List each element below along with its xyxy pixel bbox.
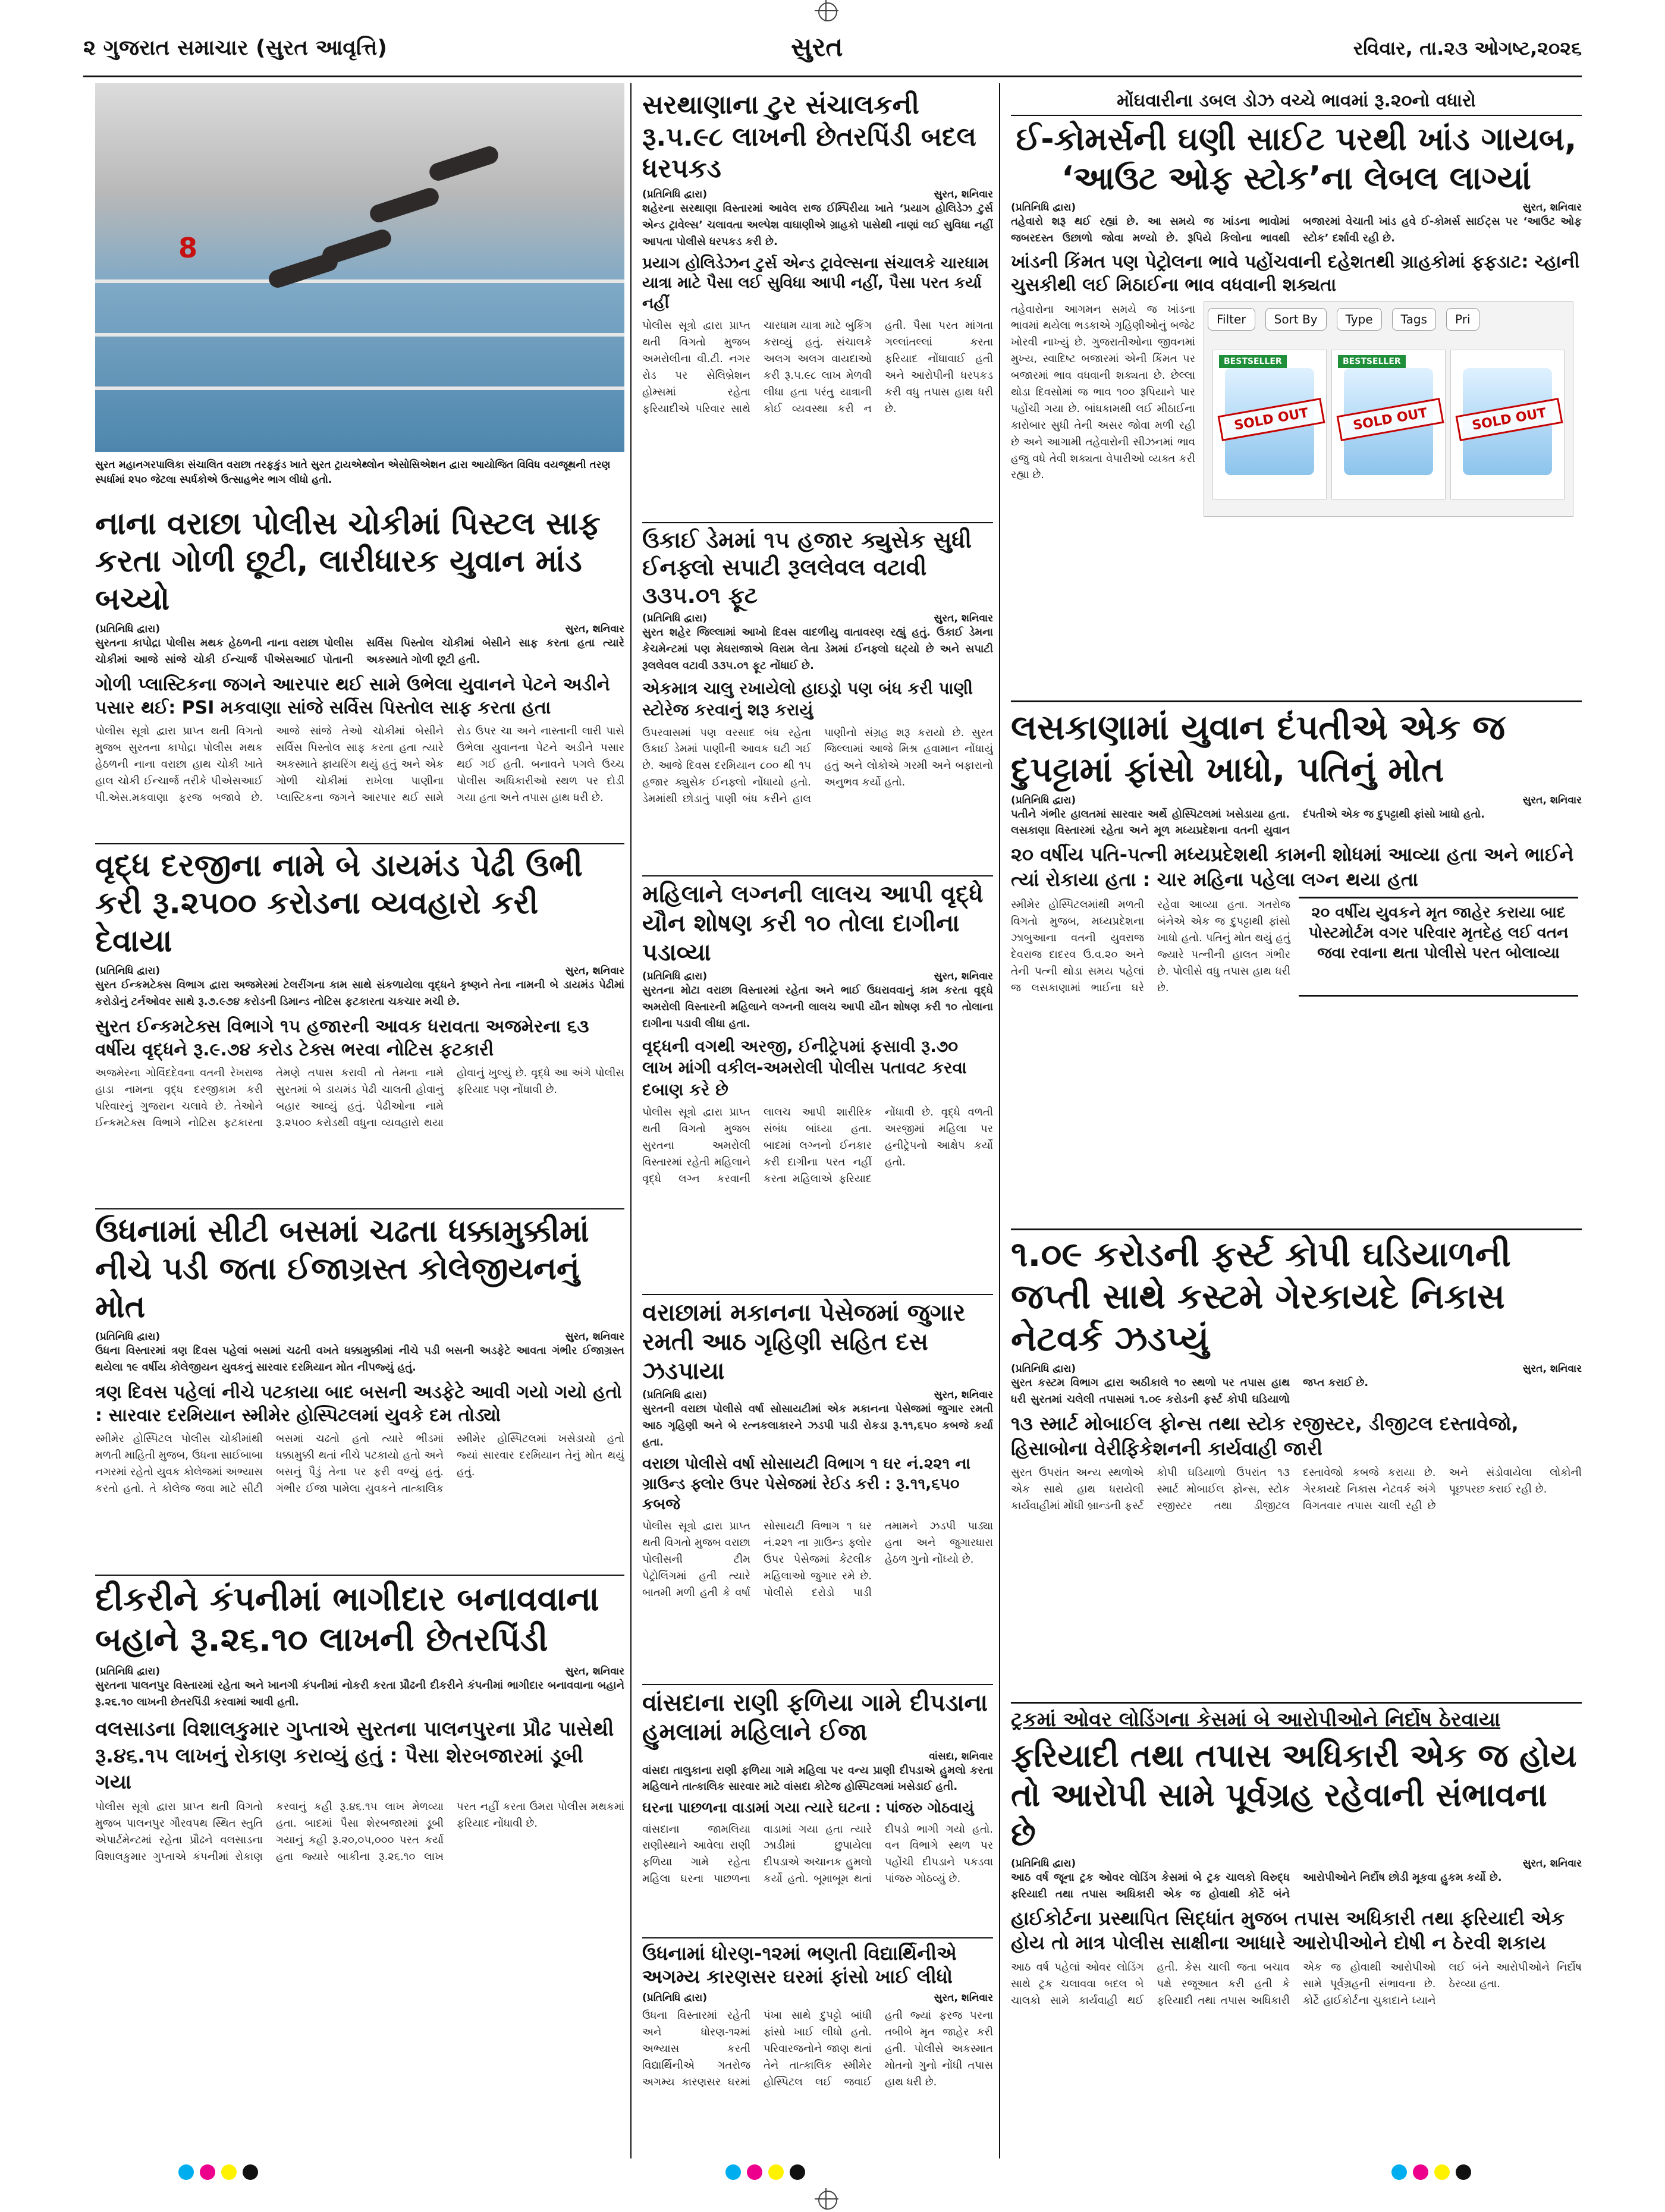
swimmer — [367, 186, 441, 225]
byline: (પ્રતિનિધિ દ્વારા) — [95, 1665, 161, 1677]
headline: ઉધનામાં ધોરણ-૧૨માં ભણતી વિદ્યાર્થિનીએ અગમ્ય કારણસર ઘરમાં ફાંસો ખાઈ લીધો — [642, 1942, 957, 1988]
masthead-section: સુરત — [791, 32, 843, 62]
dateline — [642, 1751, 993, 1762]
subhead: હાઈકોર્ટના પ્રસ્થાપિત સિદ્ધાંત મુજબ તપાસ અધિકારી તથા ફરિયાદી એક હોય તો માત્ર પોલીસ સાક્ષીના આધારે આરોપીઓને દોષી ન ઠેરવી શકાય — [1011, 1906, 1565, 1955]
body: સુરત ઉપરાંત અન્ય સ્થળોએ એક સાથે હાથ ધરાયેલી કાર્યવાહીમાં મોંઘી બ્રાન્ડની ફર્સ્ટ કોપી ઘડિયાળો ઉપરાંત ૧૩ સ્માર્ટ મોબાઈલ ફોન્સ, સ્ટોક રજીસ્ટર તથા ડીજીટલ દસ્તાવેજો કબજે કરાયા છે. ગેરકાયદે નિકાસ નેટવર્ક અંગે વિગતવાર તપાસ ચાલી રહી છે અને સંડોવાયેલા લોકોની પૂછપરછ કરાઈ રહી છે. — [1011, 1466, 1582, 1512]
divider — [95, 1575, 624, 1576]
headline: ૧.૦૯ કરોડની ફર્સ્ટ કોપી ઘડિયાળની જપ્તી સાથે કસ્ટમે ગેરકાયદે નિકાસ નેટવર્ક ઝડપ્યું — [1011, 1234, 1511, 1359]
body: આઠ વર્ષ પહેલાં ઓવર લોડિંગ સાથે ટ્રક ચલાવવા બદલ બે ચાલકો સામે કાર્યવાહી થઈ હતી. કેસ ચાલી જતા બચાવ પક્ષે રજૂઆત કરી હતી કે ફરિયાદી તથા તપાસ અધિકારી એક જ હોવાથી આરોપીઓ સામે પૂર્વગ્રહની સંભાવના છે. કોર્ટે હાઈકોર્ટના ચુકાદાને ધ્યાને લઈ બંને આરોપીઓને નિર્દોષ ઠેરવ્યા હતા. — [1011, 1960, 1582, 2007]
article-customs-watches — [1011, 1233, 1582, 1697]
lead: સુરતના કાપોદ્રા પોલીસ મથક હેઠળની નાના વરાછા પોલીસ ચોકીમાં આજે સાંજે ચોકી ઈન્ચાર્જ પીએસઆઈ પોતાની સર્વિસ પિસ્તોલ ચોકીમાં બેસીને સાફ કરતા હતા ત્યારે અકસ્માતે ગોળી છૂટી હતી. — [95, 637, 624, 667]
article-pistol-misfire — [95, 505, 624, 838]
byline: (પ્રતિનિધિ દ્વારા) — [642, 188, 708, 201]
body: પોલીસ સૂત્રો દ્વારા પ્રાપ્ત થતી વિગતો મુજબ વરાછા પોલીસની ટીમ પેટ્રોલિંગમાં હતી ત્યારે બાતમી મળી હતી કે વર્ષા સોસાયટી વિભાગ ૧ ઘર નં.૨૨૧ ના ગ્રાઉન્ડ ફ્લોર ઉપર પેસેજમાં કેટલીક મહિલાઓ જુગાર રમે છે. પોલીસે દરોડો પાડી તમામને ઝડપી પાડ્યા હતા અને જુગારધારા હેઠળ ગુનો નોંધ્યો છે. — [642, 1520, 993, 1600]
article-marriage-fraud — [642, 880, 993, 1290]
lead: આઠ વર્ષ જૂના ટ્રક ઓવર લોડિંગ કેસમાં બે ટ્રક ચાલકો વિરુદ્ધ ફરિયાદી તથા તપાસ અધિકારી એક જ હોવાથી કોર્ટે બંને આરોપીઓને નિર્દોષ છોડી મૂકવા હુકમ કર્યો છે. — [1011, 1871, 1502, 1900]
lead: શહેરના સરથાણા વિસ્તારમાં આવેલ રાજ ઈમ્પિરીયા ખાતે ‘પ્રયાગ હોલિડેઝ ટુર્સ એન્ડ ટ્રાવેલ્સ’ ચલાવતા અલ્પેશ વાઘાણીએ ગ્રાહકો પાસેથી નાણાં લઈ સુવિધા નહીં આપતા પોલીસે ધરપકડ કરી છે. — [642, 202, 993, 248]
lead: સુરતના પાલનપુર વિસ્તારમાં રહેતા અને ખાનગી કંપનીમાં નોકરી કરતા પ્રૌઢની દીકરીને કંપનીમાં ભાગીદાર બનાવવાના બહાને રૂ.૨૬.૧૦ લાખની છેતરપિંડી કરવામાં આવી હતી. — [95, 1679, 624, 1708]
registration-mark-bottom — [797, 2188, 856, 2212]
headline: નાના વરાછા પોલીસ ચોકીમાં પિસ્ટલ સાફ કરતા ગોળી છૂટી, લારીધારક યુવાન માંડ બચ્યો — [95, 506, 601, 617]
headline: વૃદ્ધ દરજીના નામે બે ડાયમંડ પેઢી ઉભી કરી રૂ.૨૫૦૦ કરોડના વ્યવહારો કરી દેવાયા — [95, 848, 583, 959]
kicker: મોંઘવારીના ડબલ ડોઝ વચ્ચે ભાવમાં રૂ.૨૦નો વધારો — [1011, 89, 1582, 116]
swimmer — [427, 144, 500, 183]
divider — [642, 522, 993, 523]
yellow-swatch — [221, 2164, 237, 2180]
sold-out-stamp: SOLD OUT — [1337, 398, 1444, 441]
divider — [642, 875, 993, 876]
place: સુરત, શનિવાર — [565, 1331, 624, 1343]
headline: ફરિયાદી તથા તપાસ અધિકારી એક જ હોય તો આરોપી સામે પૂર્વગ્રહ રહેવાની સંભાવના છે — [1011, 1737, 1577, 1853]
column-rule — [999, 83, 1000, 2158]
subhead: વરાછા પોલીસે વર્ષા સોસાયટી વિભાગ ૧ ઘર નં.૨૨૧ ના ગ્રાઉન્ડ ફ્લોર ઉપર પેસેજમાં રેઈડ કરી : રૂ.૧૧,૬૫૦ કબજે — [642, 1455, 971, 1513]
subhead: વલસાડના વિશાલકુમાર ગુપ્તાએ સુરતના પાલનપુરના પ્રૌઢ પાસેથી રૂ.૪૬.૧૫ લાખનું રોકાણ કરાવ્યું હતું : પૈસા શેરબજારમાં ડૂબી ગયા — [95, 1717, 614, 1794]
headline: દીકરીને કંપનીમાં ભાગીદાર બનાવવાના બહાને રૂ.૨૬.૧૦ લાખની છેતરપિંડી — [95, 1580, 599, 1660]
dateline — [642, 1992, 993, 2004]
place: વાંસદા, શનિવાર — [929, 1750, 993, 1762]
dateline — [642, 1389, 993, 1401]
headline: લસકાણામાં યુવાન દંપતીએ એક જ દુપટ્ટામાં ફાંસો ખાધો, પતિનું મોત — [1011, 707, 1506, 790]
place: સુરત, શનિવાર — [934, 970, 993, 983]
lead: પતીને ગંભીર હાલતમાં સારવાર અર્થે હોસ્પિટલમાં ખસેડાયા હતા. લસકાણા વિસ્તારમાં રહેતા અને મૂળ મધ્યપ્રદેશના વતની યુવાન દંપતીએ એક જ દુપટ્ટાથી ફાંસો ખાધો હતો. — [1011, 807, 1485, 837]
masthead — [83, 24, 1582, 77]
tags-chip[interactable]: Tags — [1392, 308, 1436, 331]
article-tour-operator-fraud — [642, 89, 993, 517]
byline: (પ્રતિનિધિ દ્વારા) — [95, 965, 161, 978]
lead: સુરત ઈન્કમટેક્સ વિભાગ દ્વારા અજમેરમાં ટેલરીંગના કામ સાથે સંકળાયેલા વૃદ્ધને કૃષ્ણને તેના નામની બે ડાયમંડ પેઢીમાં કરોડોનું ટર્નઓવર સાથે રૂ.૭.૯૭૪ કરોડની ડિમાન્ડ નોટિસ ફટકારતા ચકચાર મચી છે. — [95, 979, 624, 1008]
price-chip[interactable]: Pri — [1446, 308, 1479, 331]
body: ઉપરવાસમાં પણ વરસાદ બંધ રહેતા ઉકાઈ ડેમમાં પાણીની આવક ઘટી ગઈ છે. આજે દિવસ દરમિયાન ૮૦૦ થી ૧૫ હજાર ક્યુસેક ઈનફ્લો નોંધાયો હતો. ડેમમાંથી છોડાતું પાણી બંધ કરીને હાલ પાણીનો સંગ્રહ શરૂ કરાયો છે. સુરત જિલ્લામાં આજે મિશ્ર હવામાન નોંધાયું હતું અને લોકોએ ગરમી અને બફારાનો અનુભવ કર્યો હતો. — [642, 726, 993, 806]
filter-chip[interactable]: Filter — [1208, 308, 1255, 331]
body: સ્મીમેર હોસ્પિટલમાંથી મળતી વિગતો મુજબ, મધ્યપ્રદેશના ઝાબુઆના વતની યુવરાજ દેવરાજ દાદરવ ઉ.વ.૨૦ અને તેની પત્ની થોડા સમય પહેલાં જ લસકાણામાં ભાઈના ઘરે રહેવા આવ્યા હતા. ગતરોજ બંનેએ એક જ દુપટ્ટાથી ફાંસો ખાધો હતો. પતિનું મોત થયું હતું જ્યારે પત્નીની હાલત ગંભીર છે. પોલીસે વધુ તપાસ હાથ ધરી છે. — [1011, 898, 1290, 994]
photo-caption: સુરત મહાનગરપાલિકા સંચાલિત વરાછા તરફકુંડ ખાતે સુરત ટ્રાયએથ્લોન એસોસિએશન દ્વારા આયોજિત વિવિધ વયજૂથની તરણ સ્પર્ધામાં ૨૫૦ જેટલા સ્પર્ધકોએ ઉત્સાહભેર ભાગ લીધો હતો. — [95, 459, 611, 486]
cyan-swatch — [178, 2164, 194, 2180]
cyan-swatch — [1391, 2164, 1407, 2180]
byline: (પ્રતિનિધિ દ્વારા) — [642, 612, 708, 625]
highlight-box: ૨૦ વર્ષીય યુવકને મૃત જાહેર કરાયા બાદ પોસ્ટમોર્ટમ વગર પરિવાર મૃતદેહ લઈ વતન જવા રવાના થતા પોલીસે પરત બોલાવ્યા — [1299, 897, 1578, 996]
sold-out-stamp: SOLD OUT — [1456, 398, 1563, 441]
magenta-swatch — [1413, 2164, 1428, 2180]
lead: તહેવારો શરૂ થઈ રહ્યાં છે. આ સમયે જ ખાંડના ભાવોમાં જબરદસ્ત ઉછાળો જોવા મળ્યો છે. રૂપિયે કિલોના ભાવથી બજારમાં વેચાતી ખાંડ હવે ઈ-કોમર્સ સાઈટ્સ પર ‘આઉટ ઓફ સ્ટોક’ દર્શાવી રહી છે. — [1011, 215, 1582, 244]
magenta-swatch — [747, 2164, 762, 2180]
divider — [642, 1294, 993, 1295]
headline: વાંસદાના રાણી ફળિયા ગામે દીપડાના હુમલામાં મહિલાને ઈજા — [642, 1689, 988, 1746]
dateline — [1011, 202, 1582, 213]
divider — [642, 1937, 993, 1938]
byline: (પ્રતિનિધિ દ્વારા) — [95, 1331, 161, 1343]
place: સુરત, શનિવાર — [934, 1389, 993, 1402]
byline: (પ્રતિનિધિ દ્વારા) — [642, 1992, 708, 2004]
body: તહેવારોના આગમન સમયે જ ખાંડના ભાવમાં થયેલા ભડકાએ ગૃહિણીઓનું બજેટ ખોરવી નાખ્યું છે. ગુજરાતીઓના જીવનમાં મુખ્ય, સ્વાદિષ્ટ બજારમાં એની કિંમત પર બજારમાં ભાવ વધવાની શક્યતા છે. છેલ્લા થોડા દિવસોમાં જ ભાવ ૧૦૦ રૂપિયાને પાર પહોંચી ગયા છે. બાંધકામથી લઈ મીઠાઈના કારોબાર સુધી તેની અસર જોવા મળી રહી છે અને આગામી તહેવારોની સીઝનમાં ભાવ હજુ વધે તેવી શક્યતા વેપારીઓ વ્યક્ત કરી રહ્યા છે. — [1011, 303, 1195, 482]
pool-lane — [95, 333, 624, 337]
lead: સુરતના મોટા વરાછા વિસ્તારમાં રહેતા અને ભાઈ ઉધરાવવાનું કામ કરતા વૃદ્ધે અમરોલી વિસ્તારની મહિલાને લગ્નની લાલચ આપી યૌન શોષણ કરી ૧૦ તોલાના દાગીના પડાવી લીધા હતા. — [642, 984, 993, 1030]
divider — [1011, 1228, 1582, 1230]
byline: (પ્રતિનિધિ દ્વારા) — [1011, 1857, 1076, 1869]
body: પોલીસ સૂત્રો દ્વારા પ્રાપ્ત થતી વિગતો મુજબ પાલનપુર ગૌરવપથ સ્થિત સ્તુતિ એપાર્ટમેન્ટમાં રહેતા પ્રૌઢને વલસાડના વિશાલકુમાર ગુપ્તાએ કંપનીમાં રોકાણ કરવાનું કહી રૂ.૪૬.૧૫ લાખ મેળવ્યા હતા. બાદમાં પૈસા શેરબજારમાં ડૂબી ગયાનું કહી રૂ.૨૦,૦૫,૦૦૦ પરત કર્યા હતા જ્યારે બાકીના રૂ.૨૬.૧૦ લાખ પરત નહીં કરતા ઉમરા પોલીસ મથકમાં ફરિયાદ નોંધાવી છે. — [95, 1800, 624, 1863]
body: પોલીસ સૂત્રો દ્વારા પ્રાપ્ત થતી વિગતો મુજબ સુરતના અમરોલી વિસ્તારમાં રહેતી મહિલાને વૃદ્ધે લગ્ન કરવાની લાલચ આપી શારીરિક સંબંધ બાંધ્યા હતા. બાદમાં લગ્નનો ઈનકાર કરી દાગીના પરત નહીં કરતા મહિલાએ ફરિયાદ નોંધાવી છે. વૃદ્ધે વળતી અરજીમાં મહિલા પર હનીટ્રેપનો આક્ષેપ કર્યો હતો. — [642, 1106, 993, 1185]
pool-lane — [95, 387, 624, 390]
bestseller-badge: BESTSELLER — [1219, 355, 1287, 368]
article-gambling-raid — [642, 1299, 993, 1679]
bestseller-badge: BESTSELLER — [1338, 355, 1406, 368]
body: પોલીસ સૂત્રો દ્વારા પ્રાપ્ત થતી વિગતો મુજબ સુરતના કાપોદ્રા પોલીસ મથક હેઠળની નાના વરાછા હાથ ચોકી ખાતે હાલ ચોકી ઈન્ચાર્જ તરીકે પીએસઆઈ પી.એસ.મકવાણા ફરજ બજાવે છે. આજે સાંજે તેઓ ચોકીમાં બેસીને સર્વિસ પિસ્તોલ સાફ કરતા હતા ત્યારે અકસ્માતે ફાયરિંગ થયું હતું અને એક ગોળી ચોકીમાં રાખેલા પાણીના પ્લાસ્ટિકના જગને આરપાર થઈ સામે રોડ ઉપર ચા અને નાસ્તાની લારી પાસે ઉભેલા યુવાનના પેટને અડીને પસાર થઈ ગઈ હતી. બનાવને પગલે ઉચ્ચ પોલીસ અધિકારીઓ સ્થળ પર દોડી ગયા હતા અને તપાસ હાથ ધરી છે. — [95, 725, 624, 804]
masthead-date: રવિવાર, તા.૨૩ ઓગષ્ટ,૨૦૨૬ — [1353, 37, 1582, 59]
place: સુરત, શનિવાર — [934, 612, 993, 625]
article-sugar-out-of-stock — [1011, 89, 1582, 696]
subhead: ઘરના પાછળના વાડામાં ગયા ત્યારે ઘટના : પાંજરુ ગોઠવાયું — [642, 1799, 974, 1817]
lead: ઉધના વિસ્તારમાં ત્રણ દિવસ પહેલાં બસમાં ચઢતી વખતે ધક્કામુક્કીમાં નીચે પડી બસની અડફેટે આવતા ગંભીર ઈજાગ્રસ્ત થયેલા ૧૯ વર્ષીય કોલેજીયન યુવકનું સારવાર દરમિયાન મોત નીપજ્યું હતું. — [95, 1344, 624, 1374]
subhead: પ્રયાગ હોલિડેઝન ટુર્સ એન્ડ ટ્રાવેલ્સના સંચાલકે ચારધામ યાત્રા માટે પૈસા લઈ સુવિધા આપી નહીં, પૈસા પરત કર્યા નહીં — [642, 254, 989, 313]
kicker: ટ્રકમાં ઓવર લોડિંગના કેસમાં બે આરોપીઓને નિર્દોષ ઠેરવાયા — [1011, 1708, 1501, 1732]
cyan-swatch — [725, 2164, 741, 2180]
headline: સરથાણાના ટુર સંચાલકની રૂ.૫.૯૮ લાખની છેતરપિંડી બદલ ધરપકડ — [642, 90, 976, 184]
lead: સુરત કસ્ટમ વિભાગ દ્વારા અઠીકાલે ૧૦ સ્થળો પર તપાસ હાથ ધરી સુરતમાં ચલેલી તપાસમાં ૧.૦૯ કરોડની ફર્સ્ટ કોપી ઘડિયાળો જપ્ત કરાઈ છે. — [1011, 1377, 1369, 1406]
article-leopard-attack — [642, 1689, 993, 1933]
place: સુરત, શનિવાર — [565, 1665, 624, 1677]
body: અજમેરના ગોવિંદદેવના વતની રેખરાજ હાડા નામના વૃદ્ધ દરજીકામ કરી પરિવારનું ગુજરાન ચલાવે છે. તેઓને ઈન્કમટેક્સ વિભાગે નોટિસ ફટકારતા તેમણે તપાસ કરાવી તો તેમના નામે સુરતમાં બે ડાયમંડ પેઢી ચાલતી હોવાનું બહાર આવ્યું હતું. પેઢીઓના નામે રૂ.૨૫૦૦ કરોડથી વધુના વ્યવહારો થયા હોવાનું ખુલ્યું છે. વૃદ્ધે આ અંગે પોલીસ ફરિયાદ પણ નોંધાવી છે. — [95, 1067, 624, 1129]
byline: (પ્રતિનિધિ દ્વારા) — [1011, 1363, 1076, 1375]
place: સુરત, શનિવાર — [1522, 1363, 1582, 1375]
headline: વરાછામાં મકાનના પેસેજમાં જુગાર રમતી આઠ ગૃહિણી સહિત દસ ઝડપાયા — [642, 1299, 966, 1385]
divider — [95, 843, 624, 844]
product-card[interactable] — [1331, 350, 1446, 499]
dateline — [95, 1666, 624, 1677]
place: સુરત, શનિવાર — [1522, 201, 1582, 213]
yellow-swatch — [1434, 2164, 1450, 2180]
dateline — [95, 965, 624, 977]
product-card[interactable] — [1212, 350, 1327, 499]
yellow-swatch — [768, 2164, 784, 2180]
article-overloading-acquittal — [1011, 1707, 1582, 2158]
subhead: વૃદ્ધની વગથી અરજી, ઈનીટ્રેપમાં ફસાવી રૂ.૭૦ લાખ માંગી વકીલ-અમરોલી પોલીસ પતાવટ કરવા દબાણ કરે છે — [642, 1036, 967, 1099]
headline: ઉધનામાં સીટી બસમાં ચઢતા ધક્કામુક્કીમાં નીચે પડી જતા ઈજાગ્રસ્ત કોલેજીયનનું મોત — [95, 1214, 589, 1325]
sugar-body-row — [1011, 301, 1582, 517]
byline: (પ્રતિનિધિ દ્વારા) — [1011, 201, 1076, 213]
black-swatch — [1456, 2164, 1471, 2180]
subhead: ૧૩ સ્માર્ટ મોબાઈલ ફોન્સ તથા સ્ટોક રજીસ્ટર, ડીજીટલ દસ્તાવેજો, હિસાબોના વેરીફિકેશનની કાર્યવાહી જારી — [1011, 1412, 1519, 1460]
place: સુરત, શનિવાર — [565, 623, 624, 636]
print-color-bar — [83, 2164, 1582, 2182]
article-partner-fraud — [95, 1579, 624, 2156]
headline: ઉકાઈ ડેમમાં ૧૫ હજાર ક્યુસેક સુધી ઈનફ્લો સપાટી રૂલલેવલ વટાવી ૩૩૫.૦૧ ફૂટ — [642, 527, 972, 608]
product-card[interactable] — [1450, 350, 1565, 499]
sort-chip[interactable]: Sort By — [1265, 308, 1327, 331]
subhead: ત્રણ દિવસ પહેલાં નીચે પટકાયા બાદ બસની અડફેટે આવી ગયો ગયો હતો : સારવાર દરમિયાન સ્મીમેર હોસ્પિટલમાં યુવકે દમ તોડ્યો — [95, 1382, 622, 1427]
article-couple-hanging — [1011, 706, 1582, 1224]
divider — [95, 1208, 624, 1209]
sold-out-stamp: SOLD OUT — [1218, 398, 1325, 441]
filter-chip-bar — [1204, 302, 1573, 337]
lead: વાંસદા તાલુકાના રાણી ફળિયા ગામે મહિલા પર વન્ય પ્રાણી દીપડાએ હુમલો કરતા મહિલાને તાત્કાલિક સારવાર માટે વાંસદા કોટેજ હોસ્પિટલમાં ખસેડાઈ હતી. — [642, 1764, 993, 1793]
dateline — [642, 188, 993, 200]
body: પોલીસ સૂત્રો દ્વારા પ્રાપ્ત થતી વિગતો મુજબ અમરોલીના વી.ટી. નગર રોડ પર સેલિબ્રેશન હોમ્સમાં રહેતા ફરિયાદીએ પરિવાર સાથે ચારધામ યાત્રા માટે બુકિંગ કરાવ્યું હતું. સંચાલકે અલગ અલગ વાયદાઓ કરી રૂ.૫.૯૮ લાખ મેળવી લીધા હતા પરંતુ યાત્રાની કોઈ વ્યવસ્થા કરી ન હતી. પૈસા પરત માંગતા ગલ્લાંતલ્લાં કરતા ફરિયાદ નોંધાવાઈ હતી અને આરોપીની ધરપકડ કરી વધુ તપાસ હાથ ધરી છે. — [642, 319, 993, 415]
place: સુરત, શનિવાર — [934, 1992, 993, 2004]
masthead-publication: ૨ ગુજરાત સમાચાર (સુરત આવૃત્તિ) — [83, 36, 387, 60]
dateline — [1011, 794, 1582, 806]
dateline — [1011, 1858, 1582, 1869]
divider — [1011, 700, 1582, 702]
byline: (પ્રતિનિધિ દ્વારા) — [642, 1389, 708, 1402]
body: વાંસદાના જામલિયા રાણીસ્થાને આવેલા રાણી ફળિયા ગામે રહેતા મહિલા ઘરના પાછળના વાડામાં ગયા હતા ત્યારે ઝાડીમાં છુપાયેલા દીપડાએ અચાનક હુમલો કર્યો હતો. બૂમાબૂમ થતાં દીપડો ભાગી ગયો હતો. વન વિભાગે સ્થળ પર પહોંચી દીપડાને પકડવા પાંજરુ ગોઠવ્યું છે. — [642, 1823, 993, 1886]
subhead: ગોળી પ્લાસ્ટિકના જગને આરપાર થઈ સામે ઉભેલા યુવાનને પેટને અડીને પસાર થઈ: PSI મકવાણા સાંજે સર્વિસ પિસ્તોલ સાફ કરતા હતા — [95, 674, 610, 719]
headline: ઈ-કોમર્સની ઘણી સાઈટ પરથી ખાંડ ગાયબ, ‘આઉટ ઓફ સ્ટોક’ના લેબલ લાગ્યાં — [1016, 120, 1577, 197]
subhead: ખાંડની કિંમત પણ પેટ્રોલના ભાવે પહોંચવાની દહેશતથી ગ્રાહકોમાં ફફડાટ: ચ્હાની ચુસકીથી લઈ મિઠાઈના ભાવ વધવાની શક્યતા — [1011, 251, 1580, 296]
divider — [1011, 1702, 1582, 1704]
article-diamond-firm-fraud — [95, 847, 624, 1204]
body: સ્મીમેર હોસ્પિટલ પોલીસ ચોકીમાંથી મળતી માહિતી મુજબ, ઉધના સાઈબાબા નગરમાં રહેતો યુવક કોલેજમાં અભ્યાસ કરતો હતો. તે કોલેજ જવા માટે સીટી બસમાં ચઢતો હતો ત્યારે ભીડમાં ધક્કામુક્કી થતાં નીચે પટકાયો હતો અને બસનું પૈડું તેના પર ફરી વળ્યું હતું. ગંભીર ઈજા પામેલા યુવકને તાત્કાલિક સ્મીમેર હોસ્પિટલમાં ખસેડાયો હતો જ્યાં સારવાર દરમિયાન તેનું મોત થયું હતું. — [95, 1432, 624, 1495]
body: ઉધના વિસ્તારમાં રહેતી અને ધોરણ-૧૨માં અભ્યાસ કરતી વિદ્યાર્થિનીએ ગતરોજ અગમ્ય કારણસર ઘરમાં પંખા સાથે દુપટ્ટો બાંધી ફાંસો ખાઈ લીધો હતો. પરિવારજનોને જાણ થતાં તેને તાત્કાલિક સ્મીમેર હોસ્પિટલ લઈ જવાઈ હતી જ્યાં ફરજ પરના તબીબે મૃત જાહેર કરી હતી. પોલીસે અકસ્માત મોતનો ગુનો નોંધી તપાસ હાથ ધરી છે. — [642, 2009, 993, 2088]
subhead: એકમાત્ર ચાલુ રખાયેલો હાઇડ્રો પણ બંધ કરી પાણી સ્ટોરેજ કરવાનું શરૂ કરાયું — [642, 678, 973, 720]
article-citybus-death — [95, 1213, 624, 1570]
lead: સુરત શહેર જિલ્લામાં આખો દિવસ વાદળીયુ વાતાવરણ રહ્યું હતું. ઉકાઈ ડેમના કેચમેન્ટમાં પણ મેઘરાજાએ વિરામ લેતા ડેમમાં ઈનફ્લો ઘટ્યો છે અને સપાટી રૂલલેવલ વટાવી ૩૩૫.૦૧ ફૂટ નોંધાઈ છે. — [642, 626, 993, 672]
byline: (પ્રતિનિધિ દ્વારા) — [95, 623, 161, 636]
pool-lane — [95, 279, 624, 283]
type-chip[interactable]: Type — [1337, 308, 1382, 331]
dateline — [642, 970, 993, 982]
lane-number: 8 — [178, 232, 198, 264]
column-rule — [630, 83, 632, 2158]
ecommerce-screenshot — [1204, 301, 1573, 517]
dateline — [1011, 1363, 1582, 1375]
subhead: ૨૦ વર્ષીય પતિ-પત્ની મધ્યપ્રદેશથી કામની શોધમાં આવ્યા હતા અને ભાઈને ત્યાં રોકાયા હતા : ચાર મહિના પહેલા લગ્ન થયા હતા — [1011, 843, 1574, 891]
swimming-photo — [95, 83, 624, 452]
article-ukai-dam — [642, 526, 993, 871]
place: સુરત, શનિવાર — [1522, 794, 1582, 806]
byline: (પ્રતિનિધિ દ્વારા) — [1011, 794, 1076, 806]
registration-mark-top — [797, 0, 856, 24]
swimmer — [266, 251, 340, 290]
place: સુરત, શનિવાર — [934, 188, 993, 201]
headline: મહિલાને લગ્નની લાલચ આપી વૃદ્ધે યૌન શોષણ કરી ૧૦ તોલા દાગીના પડાવ્યા — [642, 881, 984, 966]
divider — [642, 1684, 993, 1685]
dateline — [95, 1331, 624, 1343]
dateline — [642, 612, 993, 624]
place: સુરત, શનિવાર — [565, 965, 624, 978]
subhead: સુરત ઈન્કમટેક્સ વિભાગે ૧૫ હજારની આવક ધરાવતા અજમેરના ૬૩ વર્ષીય વૃદ્ધને રૂ.૯.૭૪ કરોડ ટેક્સ ભરવા નોટિસ ફટકારી — [95, 1016, 589, 1061]
couple-body-row — [1011, 897, 1582, 996]
black-swatch — [243, 2164, 258, 2180]
black-swatch — [790, 2164, 805, 2180]
lead: સુરતની વરાછા પોલીસે વર્ષા સોસાયટીમાં એક મકાનના પેસેજમાં જુગાર રમતી આઠ ગૃહિણી અને બે રત્નકલાકારને ઝડપી પાડી રોકડા રૂ.૧૧,૬૫૦ કબજે કર્યા હતા. — [642, 1403, 993, 1449]
byline: (પ્રતિનિધિ દ્વારા) — [642, 970, 708, 983]
dateline — [95, 623, 624, 635]
place: સુરત, શનિવાર — [1522, 1857, 1582, 1869]
article-student-suicide — [642, 1942, 993, 2156]
magenta-swatch — [200, 2164, 215, 2180]
